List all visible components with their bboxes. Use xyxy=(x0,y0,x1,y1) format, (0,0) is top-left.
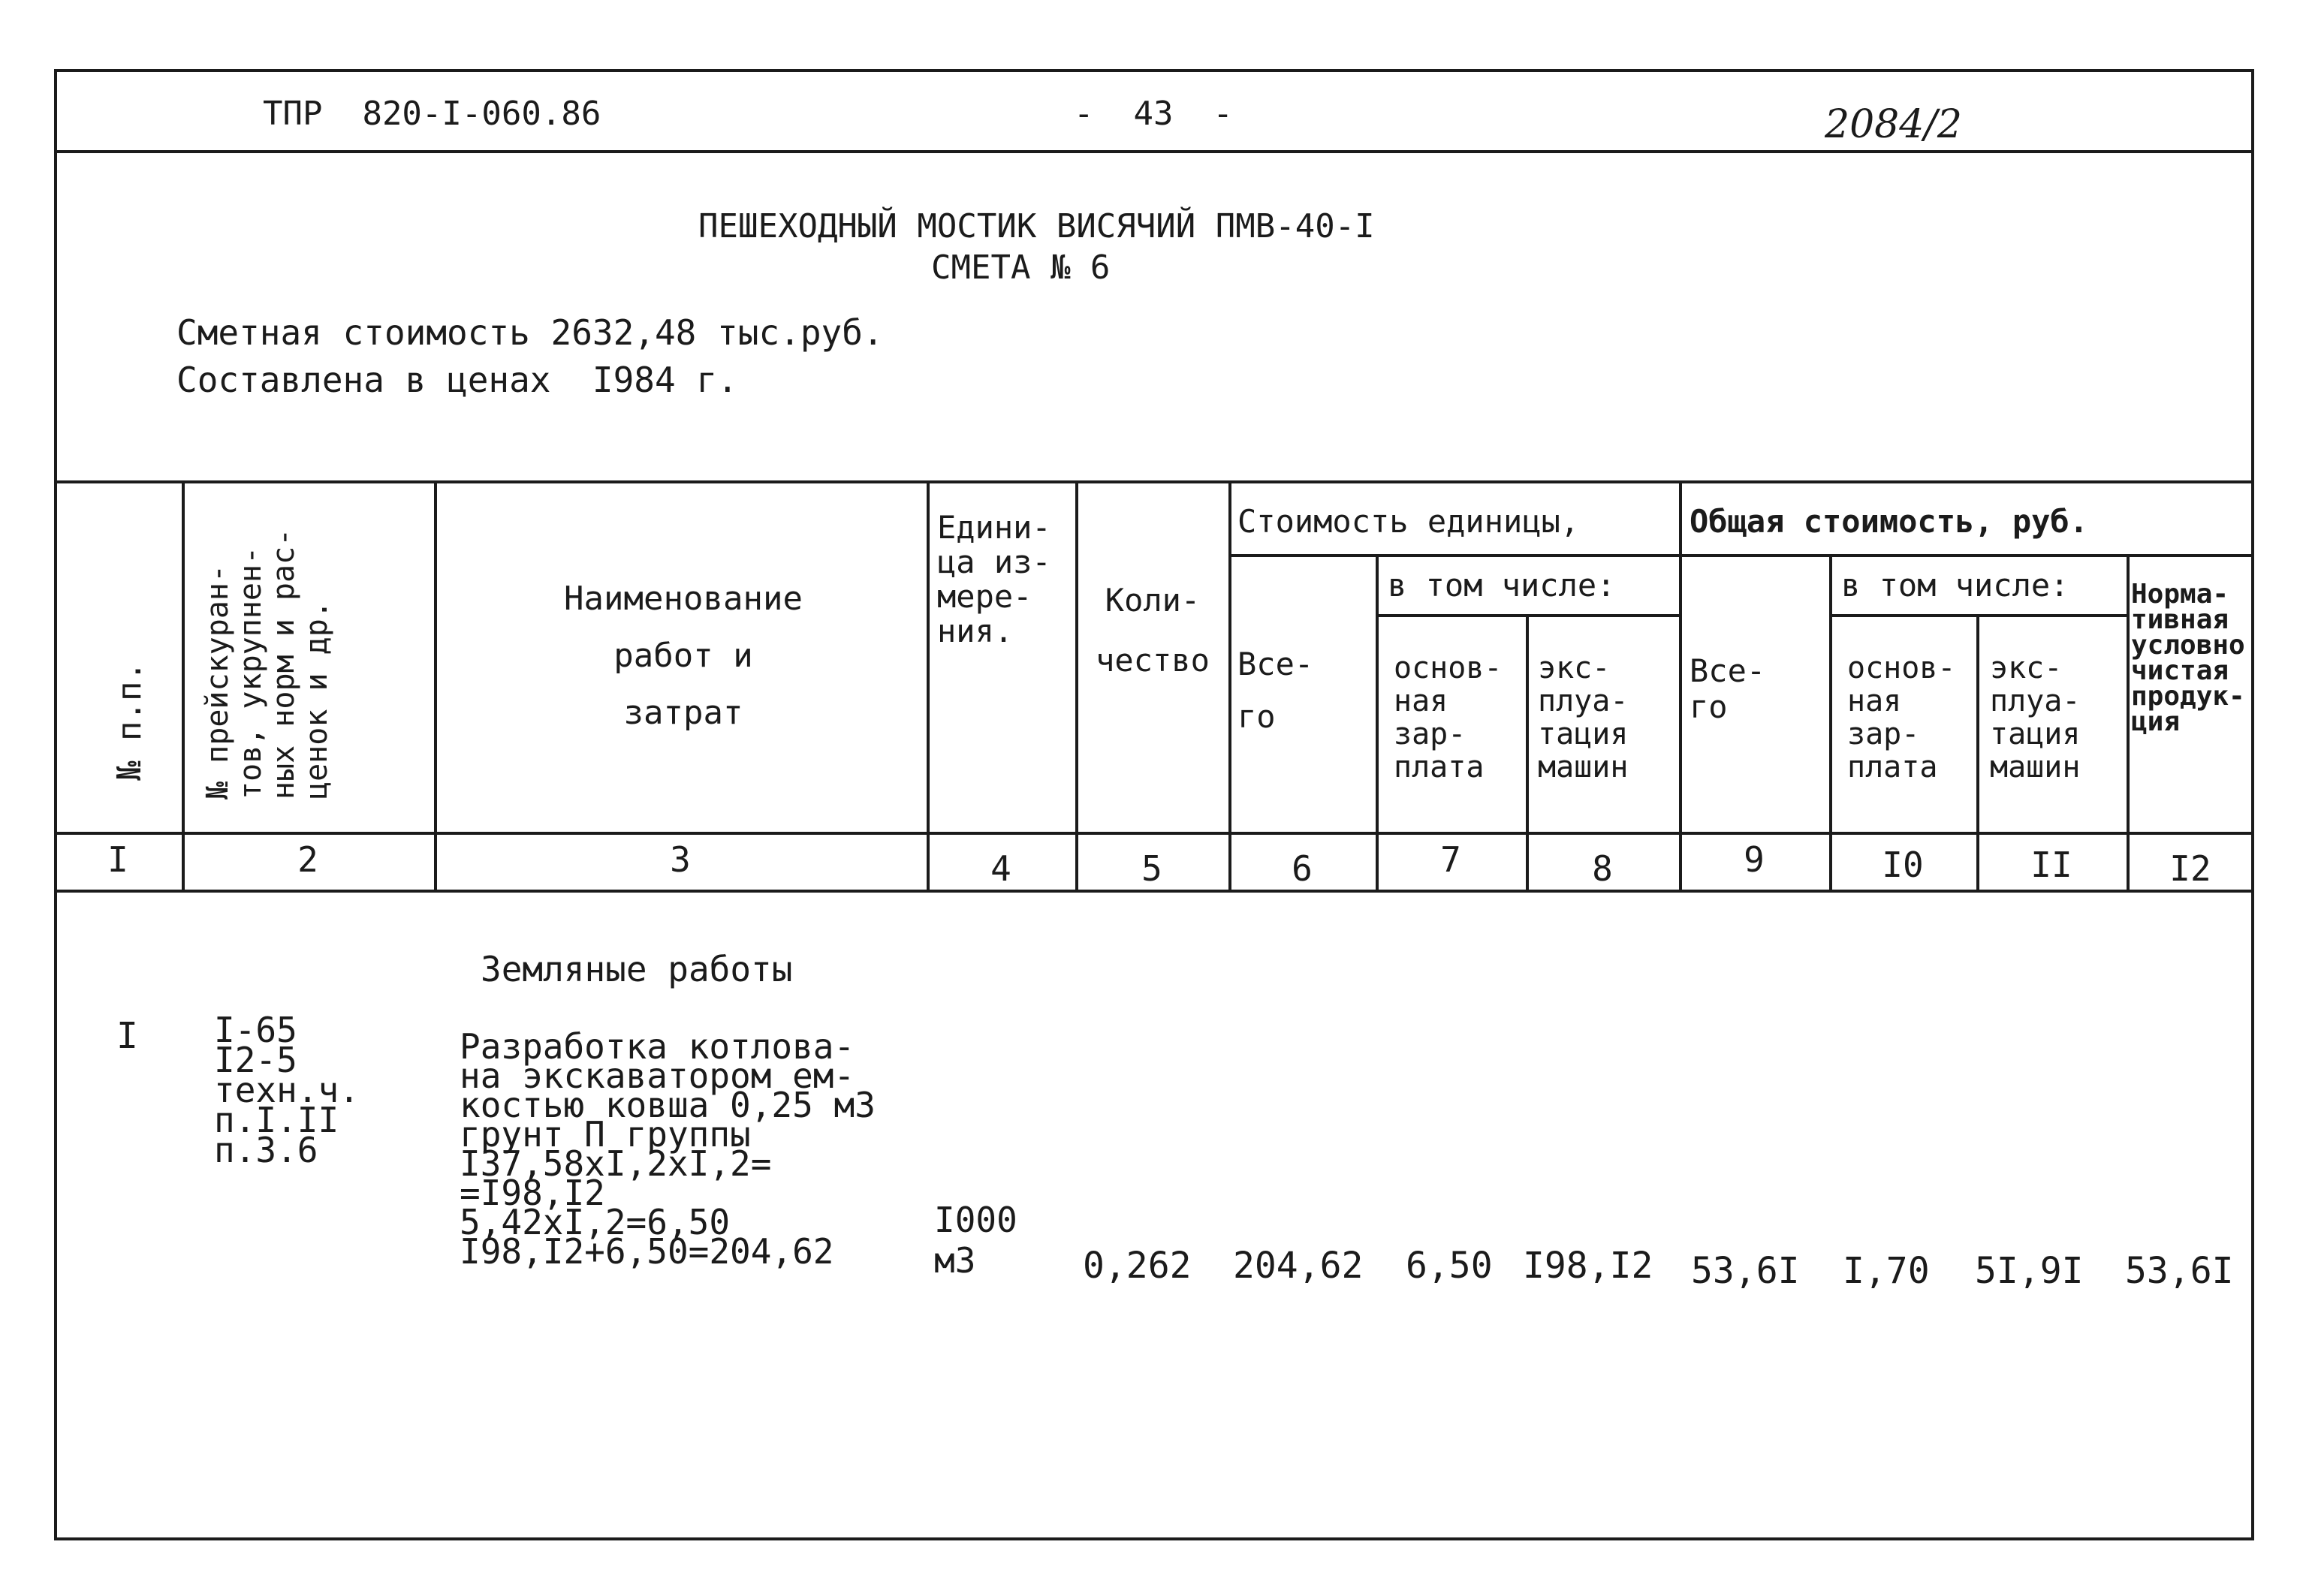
row-total-wage: I,70 xyxy=(1843,1250,1930,1292)
section-title: Земляные работы xyxy=(481,949,793,989)
row-work-name: Разработка котлова- на экскаватором ем- костью ковша 0,25 м3 грунт П группы I37,58хI,2хI,2= =I98,I2 5,42хI,2=6,50 I98,I2+6,50=204,62 xyxy=(460,1026,876,1272)
col-divider-3 xyxy=(927,480,930,893)
row-unit-machines: I98,I2 xyxy=(1523,1245,1653,1287)
col-number-3: 3 xyxy=(670,839,691,880)
col-number-4: 4 xyxy=(990,848,1011,889)
col-divider-2 xyxy=(434,480,437,893)
estimate-number: СМЕТА № 6 xyxy=(931,248,1111,287)
row-norm-reference: I-65 I2-5 техн.ч. п.I.II п.3.6 xyxy=(214,1010,360,1170)
row-number: I xyxy=(116,1015,138,1057)
col-number-5: 5 xyxy=(1141,848,1162,889)
header-total-wage: основ- ная зар- плата xyxy=(1847,651,1956,784)
estimated-cost: Сметная стоимость 2632,48 тыс.руб. xyxy=(176,312,884,353)
header-unit-cost-group: Стоимость единицы, xyxy=(1237,503,1580,540)
header-norm-reference: № прейскуран- тов, укрупнен- ных норм и рас- ценок и др. xyxy=(200,528,334,800)
header-quantity: Коли- чество xyxy=(1096,582,1210,679)
col-divider-4 xyxy=(1075,480,1078,893)
header-total-incl: в том числе: xyxy=(1841,567,2069,604)
header-row-number: № п.п. xyxy=(110,661,149,781)
row-unit-total: 204,62 xyxy=(1233,1245,1364,1287)
col-number-6: 6 xyxy=(1292,848,1313,889)
header-work-name: Наименование работ и затрат xyxy=(564,580,803,732)
col-number-12: I2 xyxy=(2169,848,2211,889)
header-unit-total: Все- го xyxy=(1237,646,1314,735)
col-number-8: 8 xyxy=(1592,848,1613,889)
col-number-11: II xyxy=(2030,845,2072,885)
header-bottom-line xyxy=(54,832,2254,835)
row-total: 53,6I xyxy=(1691,1250,1800,1292)
document-title: ПЕШЕХОДНЫЙ МОСТИК ВИСЯЧИЙ ПМВ-40-I xyxy=(698,207,1375,245)
header-total-machines: экс- плуа- тация машин xyxy=(1990,651,2081,784)
col-number-2: 2 xyxy=(297,839,318,880)
handwritten-number: 2084/2 xyxy=(1825,102,1962,147)
doc-code: ТПР 820-I-060.86 xyxy=(263,95,601,133)
col-divider-1 xyxy=(182,480,185,893)
document-frame xyxy=(54,69,2254,1540)
header-unit-wage: основ- ная зар- плата xyxy=(1394,651,1503,784)
page-number: - 43 - xyxy=(1074,95,1233,133)
col-number-1: I xyxy=(107,839,128,880)
header-net-product: Норма- тивная условно чистая продук- ция xyxy=(2131,579,2245,737)
number-row-bottom-line xyxy=(54,890,2254,893)
row-net-product: 53,6I xyxy=(2125,1250,2234,1292)
col-number-10: I0 xyxy=(1882,845,1924,885)
col-divider-9 xyxy=(1829,554,1832,893)
row-unit-wage: 6,50 xyxy=(1406,1245,1493,1287)
col-number-9: 9 xyxy=(1744,839,1765,880)
row-unit: I000 м3 xyxy=(934,1200,1017,1281)
col-divider-8 xyxy=(1679,480,1682,893)
col-divider-5 xyxy=(1228,480,1231,893)
header-divider xyxy=(54,150,2254,153)
col-number-7: 7 xyxy=(1440,839,1461,880)
group-subline-total xyxy=(1679,554,2254,557)
header-unit: Едини- ца из- мере- ния. xyxy=(937,509,1051,649)
table-top-line xyxy=(54,480,2254,483)
header-total-cost-group: Общая стоимость, руб. xyxy=(1690,503,2089,540)
price-basis: Составлена в ценах I984 г. xyxy=(176,360,738,400)
group-subline-unit xyxy=(1228,554,1679,557)
header-total: Все- го xyxy=(1690,652,1766,725)
row-total-machines: 5I,9I xyxy=(1975,1250,2084,1292)
row-quantity: 0,262 xyxy=(1083,1245,1192,1287)
col-divider-11 xyxy=(2127,554,2130,893)
header-unit-incl: в том числе: xyxy=(1388,567,1616,604)
header-unit-machines: экс- плуа- тация машин xyxy=(1538,651,1629,784)
